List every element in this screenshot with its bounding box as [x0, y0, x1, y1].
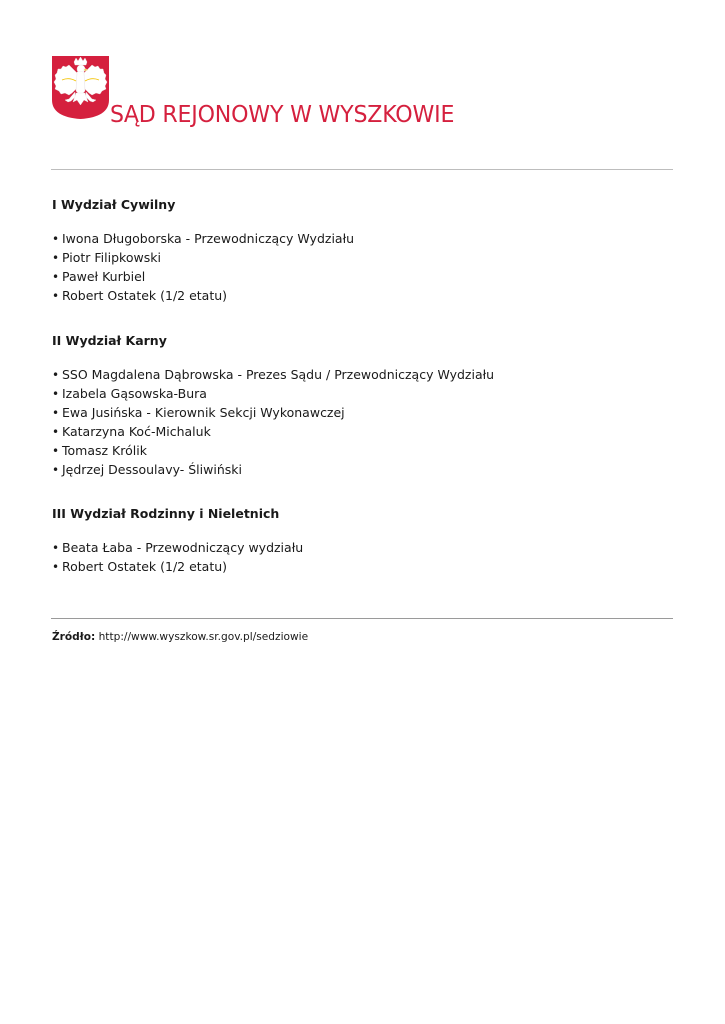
section-title: III Wydział Rodzinny i Nieletnich: [52, 506, 280, 521]
section-title: II Wydział Karny: [52, 333, 167, 348]
section-family-division: [52, 506, 672, 577]
court-name-title: SĄD REJONOWY W WYSZKOWIE: [110, 102, 455, 128]
list-item: • Robert Ostatek (1/2 etatu): [52, 558, 672, 577]
source-line: [52, 631, 308, 643]
list-item: • Beata Łaba - Przewodniczący wydziału: [52, 539, 672, 558]
list-item: • Iwona Długoborska - Przewodniczący Wydziału: [52, 230, 672, 249]
bullet-icon: •: [52, 368, 60, 382]
bullet-icon: •: [52, 269, 60, 284]
source-url: http://www.wyszkow.sr.gov.pl/sedziowie: [98, 631, 309, 643]
list-item: • SSO Magdalena Dąbrowska - Prezes Sądu / Przewodniczący Wydziału: [52, 366, 672, 385]
list-item: • Piotr Filipkowski: [52, 249, 672, 268]
judges-list: [52, 230, 672, 306]
bullet-icon: •: [52, 424, 60, 439]
section-criminal-division: [52, 333, 672, 479]
bullet-icon: •: [52, 443, 60, 458]
judges-list: [52, 366, 672, 479]
bullet-icon: •: [52, 405, 60, 420]
bullet-icon: •: [52, 250, 60, 265]
bullet-icon: •: [52, 288, 60, 303]
section-civil-division: [52, 197, 672, 306]
list-item: • Katarzyna Koć-Michaluk: [52, 423, 672, 442]
bullet-icon: •: [52, 559, 60, 574]
list-item: • Izabela Gąsowska-Bura: [52, 385, 672, 404]
bullet-icon: •: [52, 541, 60, 555]
bullet-icon: •: [52, 386, 60, 401]
section-title: I Wydział Cywilny: [52, 197, 176, 212]
judges-list: [52, 539, 672, 577]
source-label: Źródło:: [52, 631, 96, 643]
list-item: • Paweł Kurbiel: [52, 268, 672, 287]
bullet-icon: •: [52, 232, 60, 246]
list-item: • Ewa Jusińska - Kierownik Sekcji Wykonawczej: [52, 404, 672, 423]
header-divider: [51, 169, 673, 170]
page-header: [51, 55, 673, 135]
footer-divider: [51, 618, 673, 619]
list-item: • Robert Ostatek (1/2 etatu): [52, 287, 672, 306]
polish-eagle-emblem-icon: [51, 55, 110, 120]
list-item: • Tomasz Królik: [52, 442, 672, 461]
bullet-icon: •: [52, 462, 60, 477]
list-item: • Jędrzej Dessoulavy- Śliwiński: [52, 461, 672, 480]
